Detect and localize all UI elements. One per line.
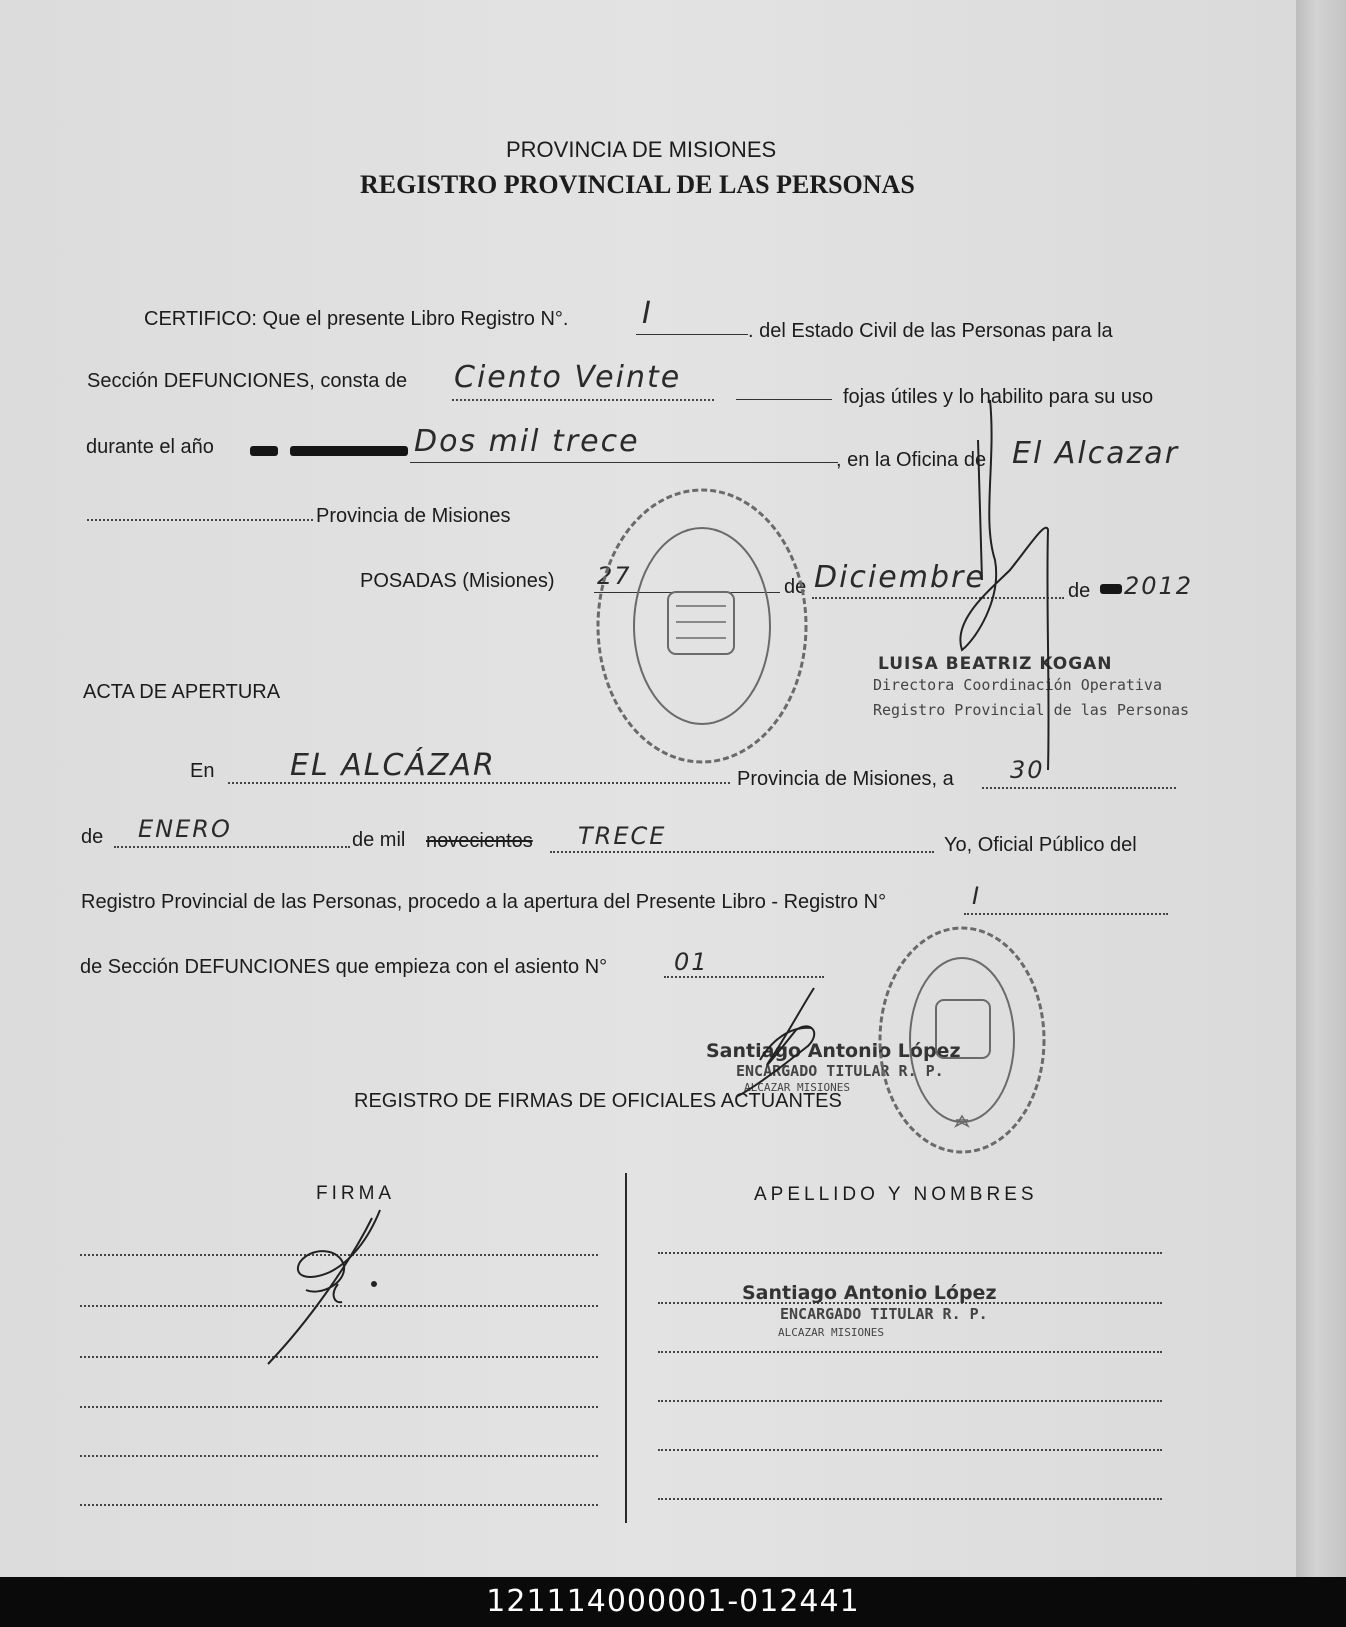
cert-line3-suffix: , en la Oficina de: [836, 449, 987, 471]
cert-line2-suffix: fojas útiles y lo habilito para su uso: [843, 386, 1154, 408]
cert-folios: Ciento Veinte: [454, 360, 682, 395]
director-signature: [960, 400, 1048, 770]
document-id-bar: 121114000001-012441: [0, 1577, 1346, 1627]
cert-book-number: I: [642, 296, 653, 331]
cert-line2-prefix: Sección DEFUNCIONES, consta de: [87, 370, 408, 392]
acta-de-label: de: [81, 826, 104, 848]
nombres-column-header: APELLIDO Y NOMBRES: [754, 1184, 1038, 1205]
firma-signature: [268, 1210, 380, 1364]
cert-line1-suffix: . del Estado Civil de las Personas para la: [748, 320, 1113, 342]
acta-yo-label: Yo, Oficial Público del: [944, 834, 1137, 856]
officer-place: ALCAZAR MISIONES: [744, 1081, 850, 1094]
cert-line4: Provincia de Misiones: [316, 505, 511, 527]
acta-struck-word: novecientos: [426, 830, 533, 852]
cert-year-written: Dos mil trece: [414, 424, 640, 459]
officer-title: ENCARGADO TITULAR R. P.: [736, 1062, 944, 1080]
officer-place-repeat: ALCAZAR MISIONES: [778, 1326, 884, 1339]
acta-province-label: Provincia de Misiones, a: [737, 768, 954, 790]
officer-name-repeat: Santiago Antonio López: [742, 1282, 997, 1304]
registry-heading: REGISTRO PROVINCIAL DE LAS PERSONAS: [360, 170, 915, 199]
officer-signature: [738, 988, 814, 1096]
acta-year: TRECE: [578, 822, 667, 850]
officer-name: Santiago Antonio López: [706, 1040, 961, 1062]
acta-en-label: En: [190, 760, 215, 782]
province-heading: PROVINCIA DE MISIONES: [506, 137, 777, 162]
acta-line4: de Sección DEFUNCIONES que empieza con el asiento N°: [80, 956, 608, 978]
ministry-seal: [598, 490, 806, 762]
cert-month: Diciembre: [814, 560, 986, 595]
acta-book-number: I: [972, 882, 982, 910]
director-org: Registro Provincial de las Personas: [873, 701, 1190, 719]
acta-place: EL ALCÁZAR: [290, 748, 496, 783]
acta-month: ENERO: [138, 815, 232, 843]
cert-line1-prefix: CERTIFICO: Que el presente Libro Registro N°.: [144, 308, 569, 330]
acta-entry-number: 01: [674, 948, 709, 976]
director-title: Directora Coordinación Operativa: [873, 676, 1162, 694]
cert-year-number: 2012: [1124, 572, 1194, 600]
civil-registry-seal: [880, 928, 1044, 1152]
date-de-1: de: [784, 576, 807, 598]
place-date-label: POSADAS (Misiones): [360, 570, 555, 592]
officer-title-repeat: ENCARGADO TITULAR R. P.: [780, 1305, 988, 1323]
acta-day: 30: [1010, 756, 1045, 784]
cert-office: El Alcazar: [1012, 436, 1180, 471]
cert-day: 27: [597, 562, 632, 590]
acta-line3: Registro Provincial de las Personas, procedo a la apertura del Presente Libro - Registro N°: [81, 891, 887, 913]
acta-title: ACTA DE APERTURA: [83, 681, 281, 703]
signatures-title: REGISTRO DE FIRMAS DE OFICIALES ACTUANTES: [354, 1090, 842, 1112]
acta-de-mil-label: de mil: [352, 829, 406, 851]
date-de-2: de: [1068, 580, 1091, 602]
director-name: LUISA BEATRIZ KOGAN: [878, 654, 1113, 674]
cert-line3-prefix: durante el año: [86, 436, 214, 458]
firma-column-header: FIRMA: [316, 1183, 396, 1204]
